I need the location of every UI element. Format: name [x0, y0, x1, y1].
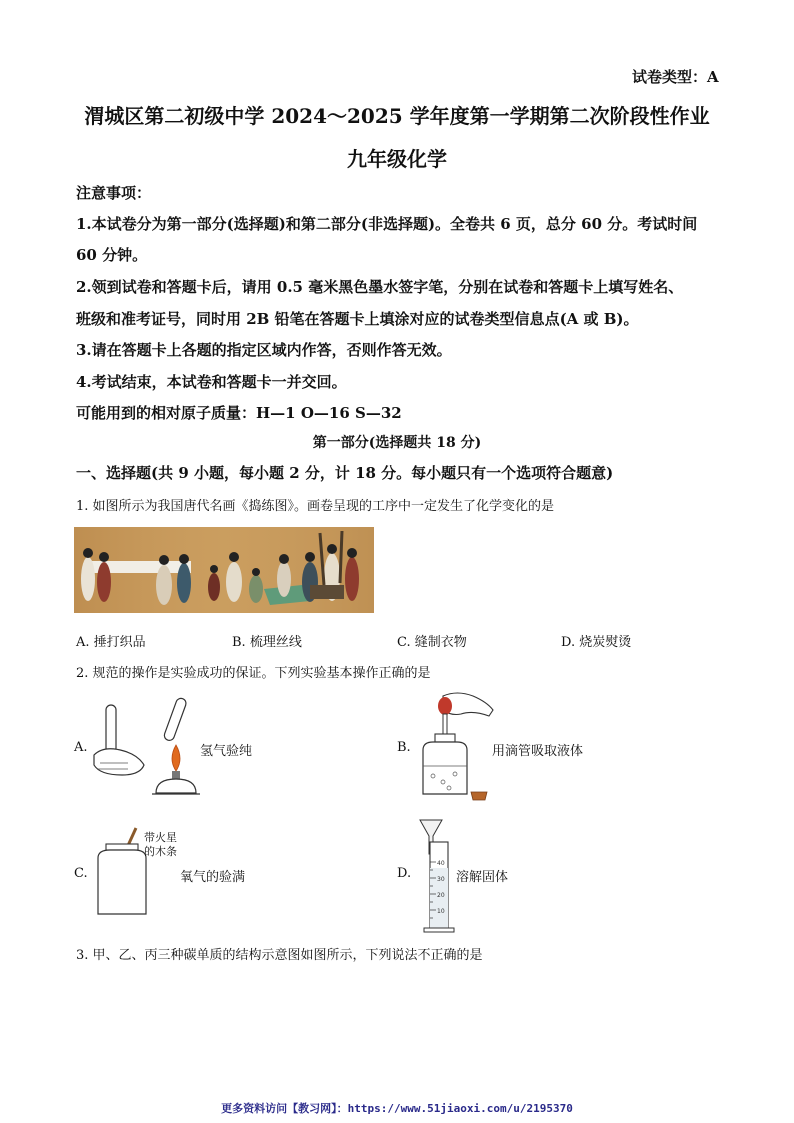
dropper-bottle-illustration	[415, 688, 495, 803]
q2-option-d-label: 溶解固体	[456, 870, 509, 885]
q1-option-a: A. 捶打织品	[76, 635, 146, 650]
q3-stem: 3. 甲、乙、丙三种碳单质的结构示意图如图所示，下列说法不正确的是	[76, 948, 483, 963]
q2-option-a-label: 氢气验纯	[200, 744, 253, 759]
splint-label-line-2: 的木条	[144, 845, 177, 858]
notes-item-2b: 班级和准考证号，同时用 2B 铅笔在答题卡上填涂对应的试卷类型信息点(A 或 B)。	[76, 310, 639, 328]
footer-link[interactable]: 更多资料访问【教习网】：https://www.51jiaoxi.com/u/2195370	[221, 1102, 573, 1115]
notes-item-1b: 60 分钟。	[76, 246, 148, 264]
q2-stem: 2. 规范的操作是实验成功的保证。下列实验基本操作正确的是	[76, 666, 431, 681]
cylinder-tick-30: 30	[437, 876, 445, 883]
splint-label-line-1: 带火星	[144, 831, 177, 844]
atomic-mass-line: 可能用到的相对原子质量：H—1 O—16 S—32	[76, 404, 402, 422]
q2-option-b-label: 用滴管吸取液体	[492, 744, 584, 759]
cylinder-tick-40: 40	[437, 860, 445, 867]
q2-option-b-letter: B.	[397, 740, 411, 755]
paper-type: 试卷类型：A	[632, 68, 719, 86]
hydrogen-purity-test-illustration	[92, 695, 202, 800]
q1-option-b: B. 梳理丝线	[232, 635, 302, 650]
q2-option-a-letter: A.	[74, 740, 88, 755]
q2-option-c-label: 氧气的验满	[180, 870, 246, 885]
notes-item-2a: 2.领到试卷和答题卡后，请用 0.5 毫米黑色墨水签字笔，分别在试卷和答题卡上填写姓名、	[76, 278, 684, 296]
page-title: 渭城区第二初级中学 2024～2025 学年度第一学期第二次阶段性作业	[84, 104, 710, 128]
notes-item-4: 4.考试结束，本试卷和答题卡一并交回。	[76, 373, 347, 391]
q2-option-d-letter: D.	[397, 866, 412, 881]
cylinder-tick-20: 20	[437, 892, 445, 899]
q1-stem: 1. 如图所示为我国唐代名画《捣练图》。画卷呈现的工序中一定发生了化学变化的是	[76, 499, 555, 514]
q1-option-c: C. 缝制衣物	[397, 635, 467, 650]
q2-option-c-letter: C.	[74, 866, 88, 881]
notes-item-1a: 1.本试卷分为第一部分(选择题)和第二部分(非选择题)。全卷共 6 页，总分 60 分。考试时间	[76, 215, 698, 233]
page-subtitle: 九年级化学	[347, 147, 447, 171]
dao-lian-tu-painting	[74, 527, 374, 613]
part1-title: 第一部分(选择题共 18 分)	[312, 435, 482, 451]
q1-option-d: D. 烧炭熨烫	[561, 635, 632, 650]
section-heading: 一、选择题(共 9 小题，每小题 2 分，计 18 分。每小题只有一个选项符合题意)	[76, 464, 614, 482]
cylinder-tick-10: 10	[437, 908, 445, 915]
notes-item-3: 3.请在答题卡上各题的指定区域内作答，否则作答无效。	[76, 341, 452, 359]
notes-heading: 注意事项：	[76, 184, 152, 202]
